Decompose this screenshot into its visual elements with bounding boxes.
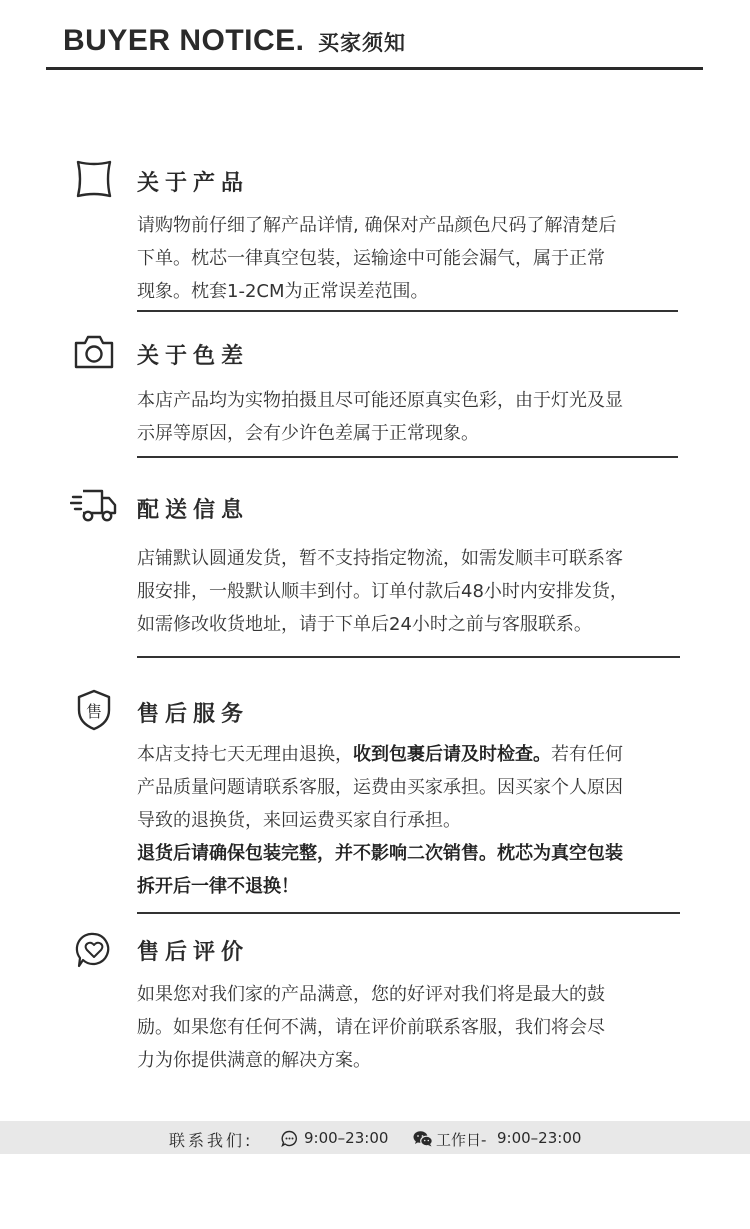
workday-hours: 9:00–23:00 [497,1129,582,1147]
pillow-icon [72,157,116,201]
section-title: 配送信息 [137,498,250,523]
section-title: 售后评价 [137,940,250,965]
body-line [137,738,677,771]
body-text-bold: 收到包裹后请及时检查。 [353,744,551,765]
workday-label: 工作日- [436,1131,487,1149]
header-title-en: BUYER NOTICE. [63,24,305,57]
camera-icon [72,330,116,374]
body-line: 如需修改收货地址，请于下单后24小时之前与客服联系。 [137,614,592,635]
section-body [137,738,677,903]
body-line: 如果您对我们家的产品满意，您的好评对我们将是最大的鼓 [137,984,605,1005]
body-line: 力为你提供满意的解决方案。 [137,1050,371,1071]
heart-chat-icon [72,928,116,972]
section-body [137,542,677,641]
body-line: 励。如果您有任何不满，请在评价前联系客服，我们将会尽 [137,1017,605,1038]
body-text: 本店支持七天无理由退换， [137,744,353,765]
section-title: 售后服务 [137,702,250,727]
body-line-bold: 拆开后一律不退换！ [137,876,299,897]
wechat-icon [413,1130,433,1147]
header [0,0,750,70]
body-line: 下单。枕芯一律真空包装，运输途中可能会漏气，属于正常 [137,248,605,269]
body-line: 产品质量问题请联系客服，运费由买家承担。因买家个人原因 [137,777,623,798]
body-line: 请购物前仔细了解产品详情, 确保对产品颜色尺码了解清楚后 [137,215,617,236]
delivery-truck-icon [70,483,118,527]
body-line: 服安排，一般默认顺丰到付。订单付款后48小时内安排发货， [137,581,628,602]
section-body [137,978,677,1077]
section-divider [137,310,678,312]
section-body [137,384,677,450]
section-divider [137,912,680,914]
section-body [137,209,677,308]
contact-footer [0,1121,750,1154]
chat-bubble-icon [281,1130,298,1147]
body-line: 现象。枕套1-2CM为正常误差范围。 [137,281,429,302]
service-hours: 9:00–23:00 [304,1129,389,1147]
section-title: 关于产品 [137,171,250,196]
contact-label: 联系我们: [169,1131,254,1150]
section-divider [137,656,680,658]
shield-label: 售 [85,702,103,721]
section-divider [137,456,678,458]
header-divider [46,67,703,70]
body-line: 导致的退换货，来回运费买家自行承担。 [137,810,461,831]
shield-icon [72,688,116,732]
section-title: 关于色差 [137,344,250,369]
header-title-cn: 买家须知 [318,31,406,55]
body-line: 本店产品均为实物拍摄且尽可能还原真实色彩，由于灯光及显 [137,390,623,411]
body-line: 示屏等原因，会有少许色差属于正常现象。 [137,423,479,444]
body-line: 店铺默认圆通发货，暂不支持指定物流，如需发顺丰可联系客 [137,548,623,569]
body-line-bold: 退货后请确保包装完整，并不影响二次销售。枕芯为真空包装 [137,843,623,864]
body-text: 若有任何 [551,744,623,765]
